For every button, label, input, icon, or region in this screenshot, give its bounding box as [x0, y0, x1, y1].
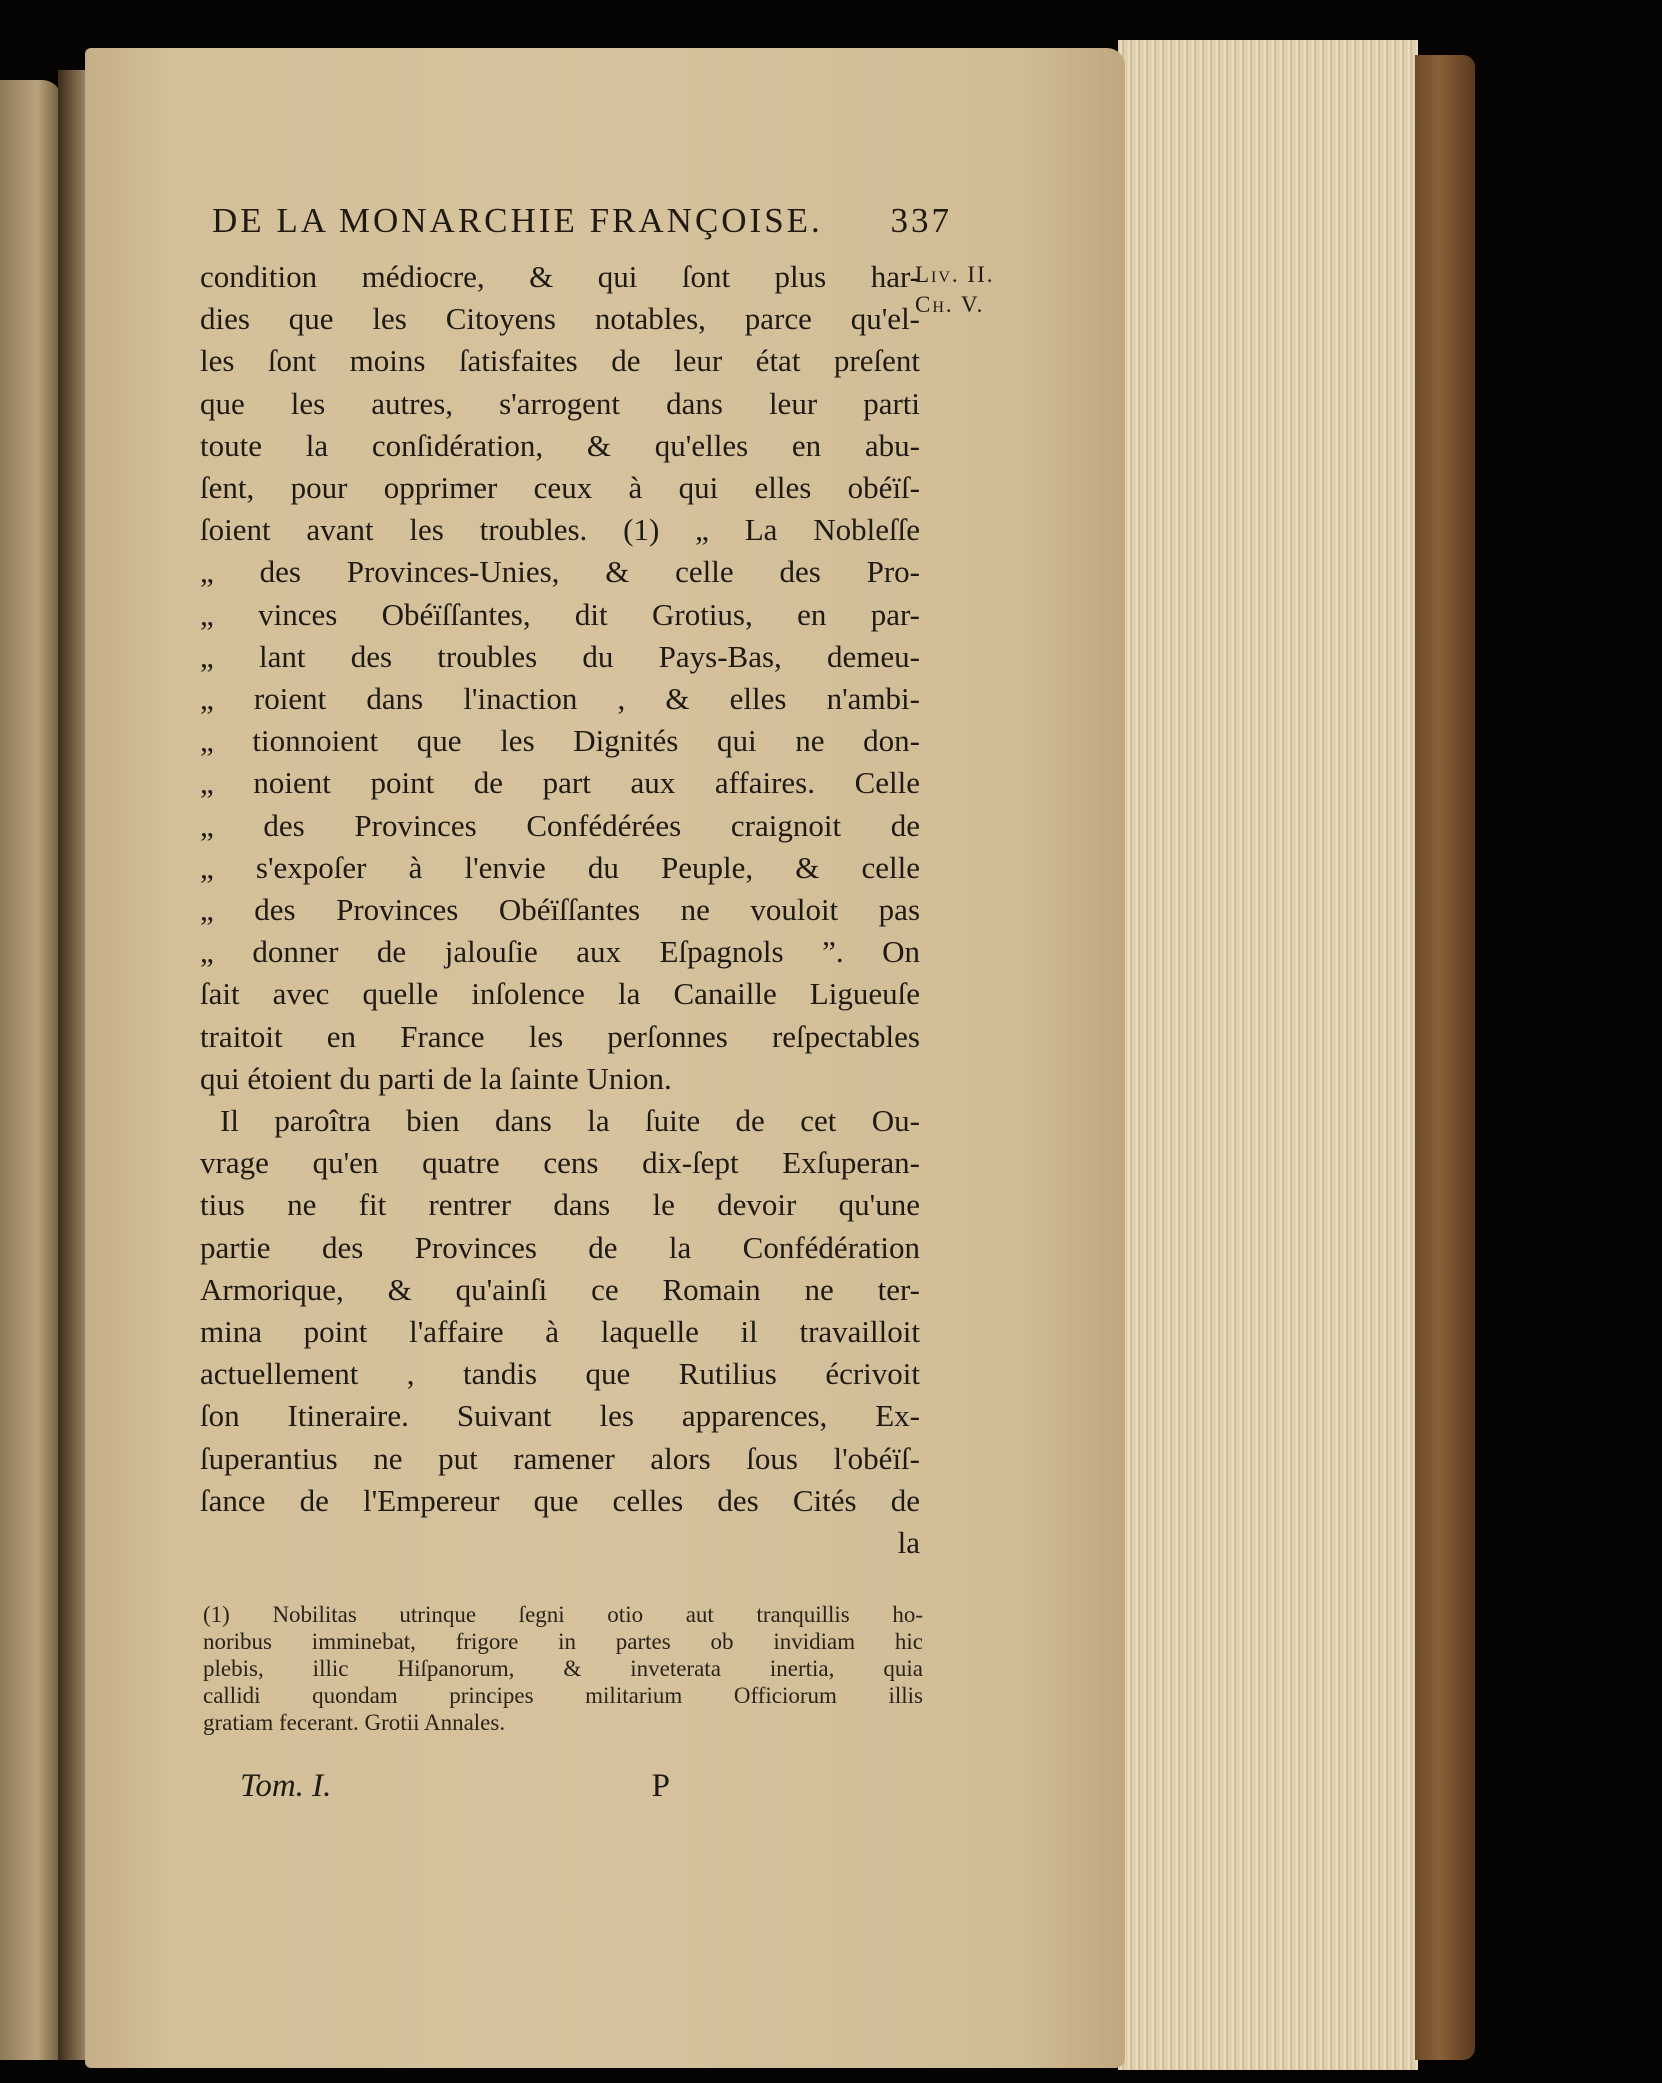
body-line: traitoit en France les perſonnes reſpectables — [200, 1018, 920, 1054]
quoted-line: „ lant des troubles du Pays-Bas, demeu- — [200, 636, 920, 678]
book-spine — [1415, 55, 1475, 2060]
facing-page-edge — [0, 80, 62, 2060]
body-line: vrage qu'en quatre cens dix-ſept Exſuperan- — [200, 1145, 920, 1181]
quoted-line: „ donner de jalouſie aux Eſpagnols ”. On — [200, 931, 920, 973]
footnote-line: gratiam fecerant. Grotii Annales. — [203, 1710, 506, 1735]
page-number: 337 — [890, 201, 952, 240]
page-block-edges — [1118, 40, 1418, 2070]
margin-note-chapter: Ch. V. — [915, 292, 985, 317]
quoted-line: „ noient point de part aux affaires. Celle — [200, 762, 920, 804]
body-line: mina point l'affaire à laquelle il travailloit — [200, 1314, 920, 1350]
body-line: ſon Itineraire. Suivant les apparences, Ex- — [200, 1398, 920, 1434]
body-text — [200, 256, 920, 1564]
body-line: tius ne fit rentrer dans le devoir qu'une — [200, 1187, 920, 1223]
quoted-line: „ tionnoient que les Dignités qui ne don- — [200, 720, 920, 762]
body-line: les ſont moins ſatisfaites de leur état preſent — [200, 343, 920, 379]
body-line: dies que les Citoyens notables, parce qu'el- — [200, 301, 920, 337]
body-line: actuellement , tandis que Rutilius écrivoit — [200, 1356, 920, 1392]
volume-mark: Tom. I. — [240, 1768, 332, 1804]
margin-note-book: Liv. II. — [915, 262, 995, 287]
footnote-line: callidi quondam principes militarium Officiorum illis — [203, 1683, 923, 1708]
body-line: ſent, pour opprimer ceux à qui elles obéïſ- — [200, 470, 920, 506]
body-line: Armorique, & qu'ainſi ce Romain ne ter- — [200, 1271, 920, 1307]
footnote-line: noribus imminebat, frigore in partes ob invidiam hic — [203, 1629, 923, 1654]
body-line: ſance de l'Empereur que celles des Cités de — [200, 1482, 920, 1518]
body-line: qui étoient du parti de la ſainte Union. — [200, 1060, 672, 1096]
paragraph-start-line: Il paroîtra bien dans la ſuite de cet Ou- — [220, 1103, 920, 1139]
footnote-line: plebis, illic Hiſpanorum, & inveterata inertia, quia — [203, 1656, 923, 1681]
quoted-line: „ s'expoſer à l'envie du Peuple, & celle — [200, 847, 920, 889]
body-line: ſait avec quelle inſolence la Canaille Ligueuſe — [200, 976, 920, 1012]
body-line: condition médiocre, & qui ſont plus har- — [200, 259, 920, 294]
body-line: que les autres, s'arrogent dans leur parti — [200, 385, 920, 421]
body-line: partie des Provinces de la Confédération — [200, 1229, 920, 1265]
quoted-line: „ vinces Obéïſſantes, dit Grotius, en par- — [200, 594, 920, 636]
margin-note — [915, 260, 1045, 320]
running-head-title: DE LA MONARCHIE FRANÇOISE. — [212, 201, 823, 240]
signature-line — [240, 1768, 670, 1805]
running-head — [212, 201, 952, 241]
quoted-line: „ roient dans l'inaction , & elles n'ambi- — [200, 678, 920, 720]
catchword: la — [897, 1525, 920, 1561]
quoted-line: „ des Provinces-Unies, & celle des Pro- — [200, 551, 920, 593]
body-line: ſoient avant les troubles. (1) „ La Nobleſſe — [200, 512, 920, 548]
body-line: ſuperantius ne put ramener alors ſous l'obéïſ- — [200, 1440, 920, 1476]
footnote — [203, 1601, 923, 1736]
footnote-line: (1) Nobilitas utrinque ſegni otio aut tranquillis ho- — [203, 1602, 923, 1627]
book-page — [85, 48, 1125, 2068]
quoted-line: „ des Provinces Confédérées craignoit de — [200, 805, 920, 847]
signature-mark: P — [651, 1768, 670, 1804]
body-line: toute la conſidération, & qu'elles en abu- — [200, 427, 920, 463]
quoted-line: „ des Provinces Obéïſſantes ne vouloit pas — [200, 889, 920, 931]
